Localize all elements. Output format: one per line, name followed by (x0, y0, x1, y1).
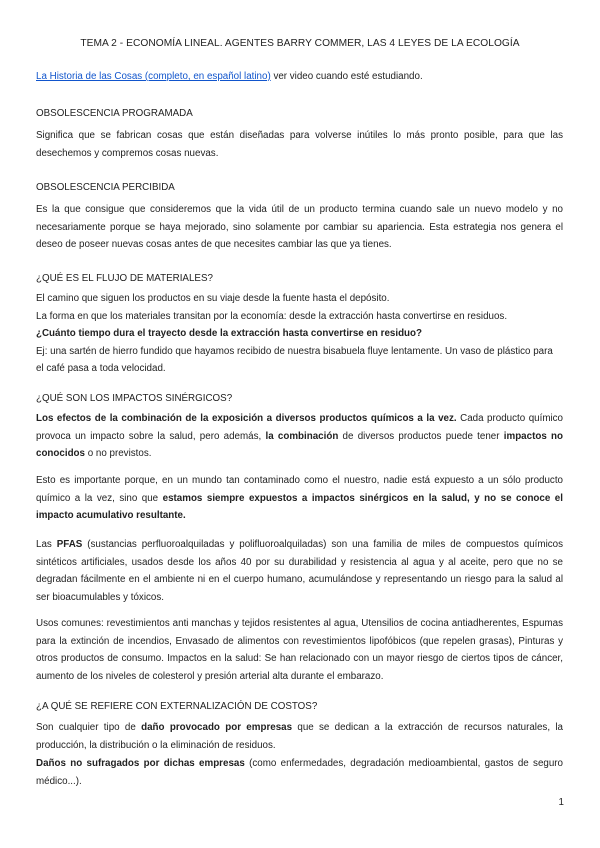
impactos-text: Esto es importante porque, en un mundo tan contaminado como el nuestro, nadie está expuesto a un sólo producto químico a la vez, sino que (36, 475, 563, 504)
impactos-bold-combinacion: la combinación (265, 430, 339, 442)
flujo-line1: El camino que siguen los productos en su viaje desde la fuente hasta el depósito. (36, 293, 390, 304)
section-heading-externalizacion: ¿A QUÉ SE REFIERE CON EXTERNALIZACIÓN DE COSTOS? (36, 701, 318, 712)
obsolescencia-programada-text: Significa que se fabrican cosas que están diseñadas para volverse inútiles lo más pronto posible, para que las desechemos y compremos cosas nuevas. (36, 130, 563, 159)
page-title: TEMA 2 - ECONOMÍA LINEAL. AGENTES BARRY COMMER, LAS 4 LEYES DE LA ECOLOGÍA (80, 38, 520, 49)
externalizacion-paragraph-2 (36, 755, 563, 790)
flujo-line2: La forma en que los materiales transitan por la economía: desde la extracción hasta convertirse en residuos. (36, 310, 508, 322)
video-link[interactable]: La Historia de las Cosas (completo, en español latino) (36, 71, 271, 82)
section-heading-flujo: ¿QUÉ ES EL FLUJO DE MATERIALES? (36, 273, 213, 284)
impactos-text: de diversos productos puede tener (338, 430, 504, 442)
intro-paragraph (36, 68, 563, 86)
externalizacion-bold-danos: Daños no sufragados por dichas empresas (36, 758, 245, 769)
externalizacion-bold-dano: daño provocado por empresas (141, 722, 293, 733)
flujo-example: Ej: una sartén de hierro fundido que hayamos recibido de nuestra bisabuela fluye lentamente. Un vaso de plástico para el café pasa a toda velocidad. (36, 345, 553, 375)
impactos-definition: Los efectos de la combinación de la exposición a diversos productos químicos a la vez. (36, 413, 457, 424)
section-heading-obsolescencia-programada: OBSOLESCENCIA PROGRAMADA (36, 108, 193, 119)
section-heading-impactos: ¿QUÉ SON LOS IMPACTOS SINÉRGICOS? (36, 393, 233, 404)
impactos-bold-expuestos: estamos siempre expuestos a impactos sinérgicos en la salud, y no se conoce el impacto acumulativo resultante. (36, 492, 563, 522)
flujo-question: ¿Cuánto tiempo dura el trayecto desde la extracción hasta convertirse en residuo? (36, 328, 423, 340)
externalizacion-paragraph-1 (36, 719, 563, 754)
impactos-bold-no-conocidos: impactos no conocidos (36, 430, 563, 460)
pfas-text: Las (36, 539, 57, 550)
pfas-paragraph (36, 536, 563, 606)
impactos-text: o no previstos. (85, 448, 152, 460)
externalizacion-text: que se dedican a la extracción de recursos naturales, la producción, la distribución o la eliminación de residuos. (36, 722, 563, 751)
impactos-paragraph-2 (36, 472, 563, 525)
externalizacion-text: (como enfermedades, degradación medioambiental, gastos de seguro médico...). (36, 758, 563, 787)
pfas-bold: PFAS (56, 539, 83, 550)
section-heading-obsolescencia-percibida: OBSOLESCENCIA PERCIBIDA (36, 182, 175, 193)
usos-paragraph: Usos comunes: revestimientos anti manchas y tejidos resistentes al agua, Utensilios de cocina antiadherentes, Espumas para la extinción de incendios, Envasado de alimentos con revestimientos lipofóbicos (que repelen grasas), Pinturas y otros productos de consumo. Impactos en la salud: Se han relacionado con un mayor riesgo de ciertos tipos de cáncer, aumento de los niveles de colesterol y presión arterial alta durante el embarazo. (36, 618, 563, 682)
page-number: 1 (558, 797, 564, 808)
externalizacion-text: Son cualquier tipo de (36, 722, 142, 733)
impactos-text: Cada producto químico provoca un impacto sobre la salud, pero además, (36, 413, 564, 442)
obsolescencia-percibida-text: Es la que consigue que consideremos que la vida útil de un producto termina cuando sale un nuevo modelo y no necesariamente porque se haya mejorado, sino solamente por cambiar su apariencia. Esta estrategia nos genera el deseo de poseer nuevas cosas antes de que necesites cambiar las que ya tienes. (36, 204, 563, 251)
intro-note: ver video cuando esté estudiando. (270, 71, 423, 82)
flujo-paragraph (36, 290, 563, 378)
pfas-text: (sustancias perfluoroalquiladas y polifluoroalquiladas) son una familia de miles de compuestos químicos sintéticos artificiales, usados desde los años 40 por su durabilidad y resistencia al agua y al aceite, pero que no se degradan fácilmente en el ambiente ni en el cuerpo humano, acumulándose y representando un riesgo para la salud al ser bioacumulables y tóxicos. (36, 539, 563, 603)
impactos-paragraph-1 (36, 410, 563, 463)
